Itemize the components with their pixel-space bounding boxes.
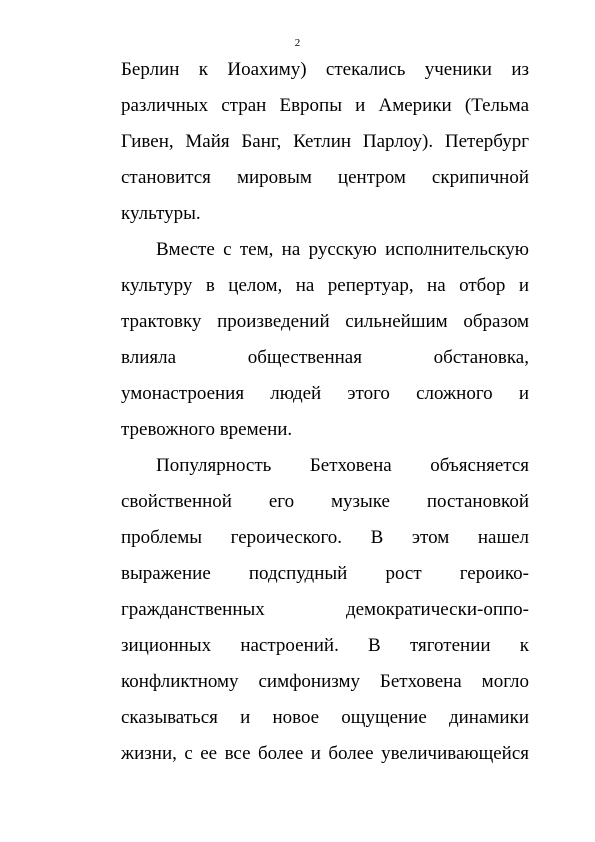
page-number: 2 [294, 37, 301, 49]
text-line: гражданственных демократически-оппо- [121, 599, 529, 620]
text-line: конфликтному симфонизму Бетховена могло [121, 671, 529, 692]
text-line: культуры. [121, 203, 201, 224]
body-text [121, 52, 529, 772]
text-line: различных стран Европы и Америки (Тельма [121, 95, 529, 116]
text-line: становится мировым центром скрипичной [121, 167, 529, 188]
text-line: культуру в целом, на репертуар, на отбор и [121, 275, 529, 296]
text-line: трактовку произведений сильнейшим образом [121, 311, 529, 332]
text-line: жизни, с ее все более и более увеличивающейся [121, 743, 529, 764]
text-line: свойственной его музыке постановкой [121, 491, 529, 512]
text-line: тревожного времени. [121, 419, 293, 440]
paragraph-first-line: Вместе с тем, на русскую исполнительскую [156, 239, 529, 260]
paragraph-first-line: Популярность Бетховена объясняется [156, 455, 529, 476]
text-line: сказываться и новое ощущение динамики [121, 707, 529, 728]
text-line: Гивен, Майя Банг, Кетлин Парлоу). Петербург [121, 131, 529, 152]
text-line: проблемы героического. В этом нашел [121, 527, 529, 548]
text-line: Берлин к Иоахиму) стекались ученики из [121, 59, 529, 80]
text-line: умонастроения людей этого сложного и [121, 383, 529, 404]
text-line: влияла общественная обстановка, [121, 347, 529, 368]
text-line: зиционных настроений. В тяготении к [121, 635, 529, 656]
text-line: выражение подспудный рост героико- [121, 563, 529, 584]
